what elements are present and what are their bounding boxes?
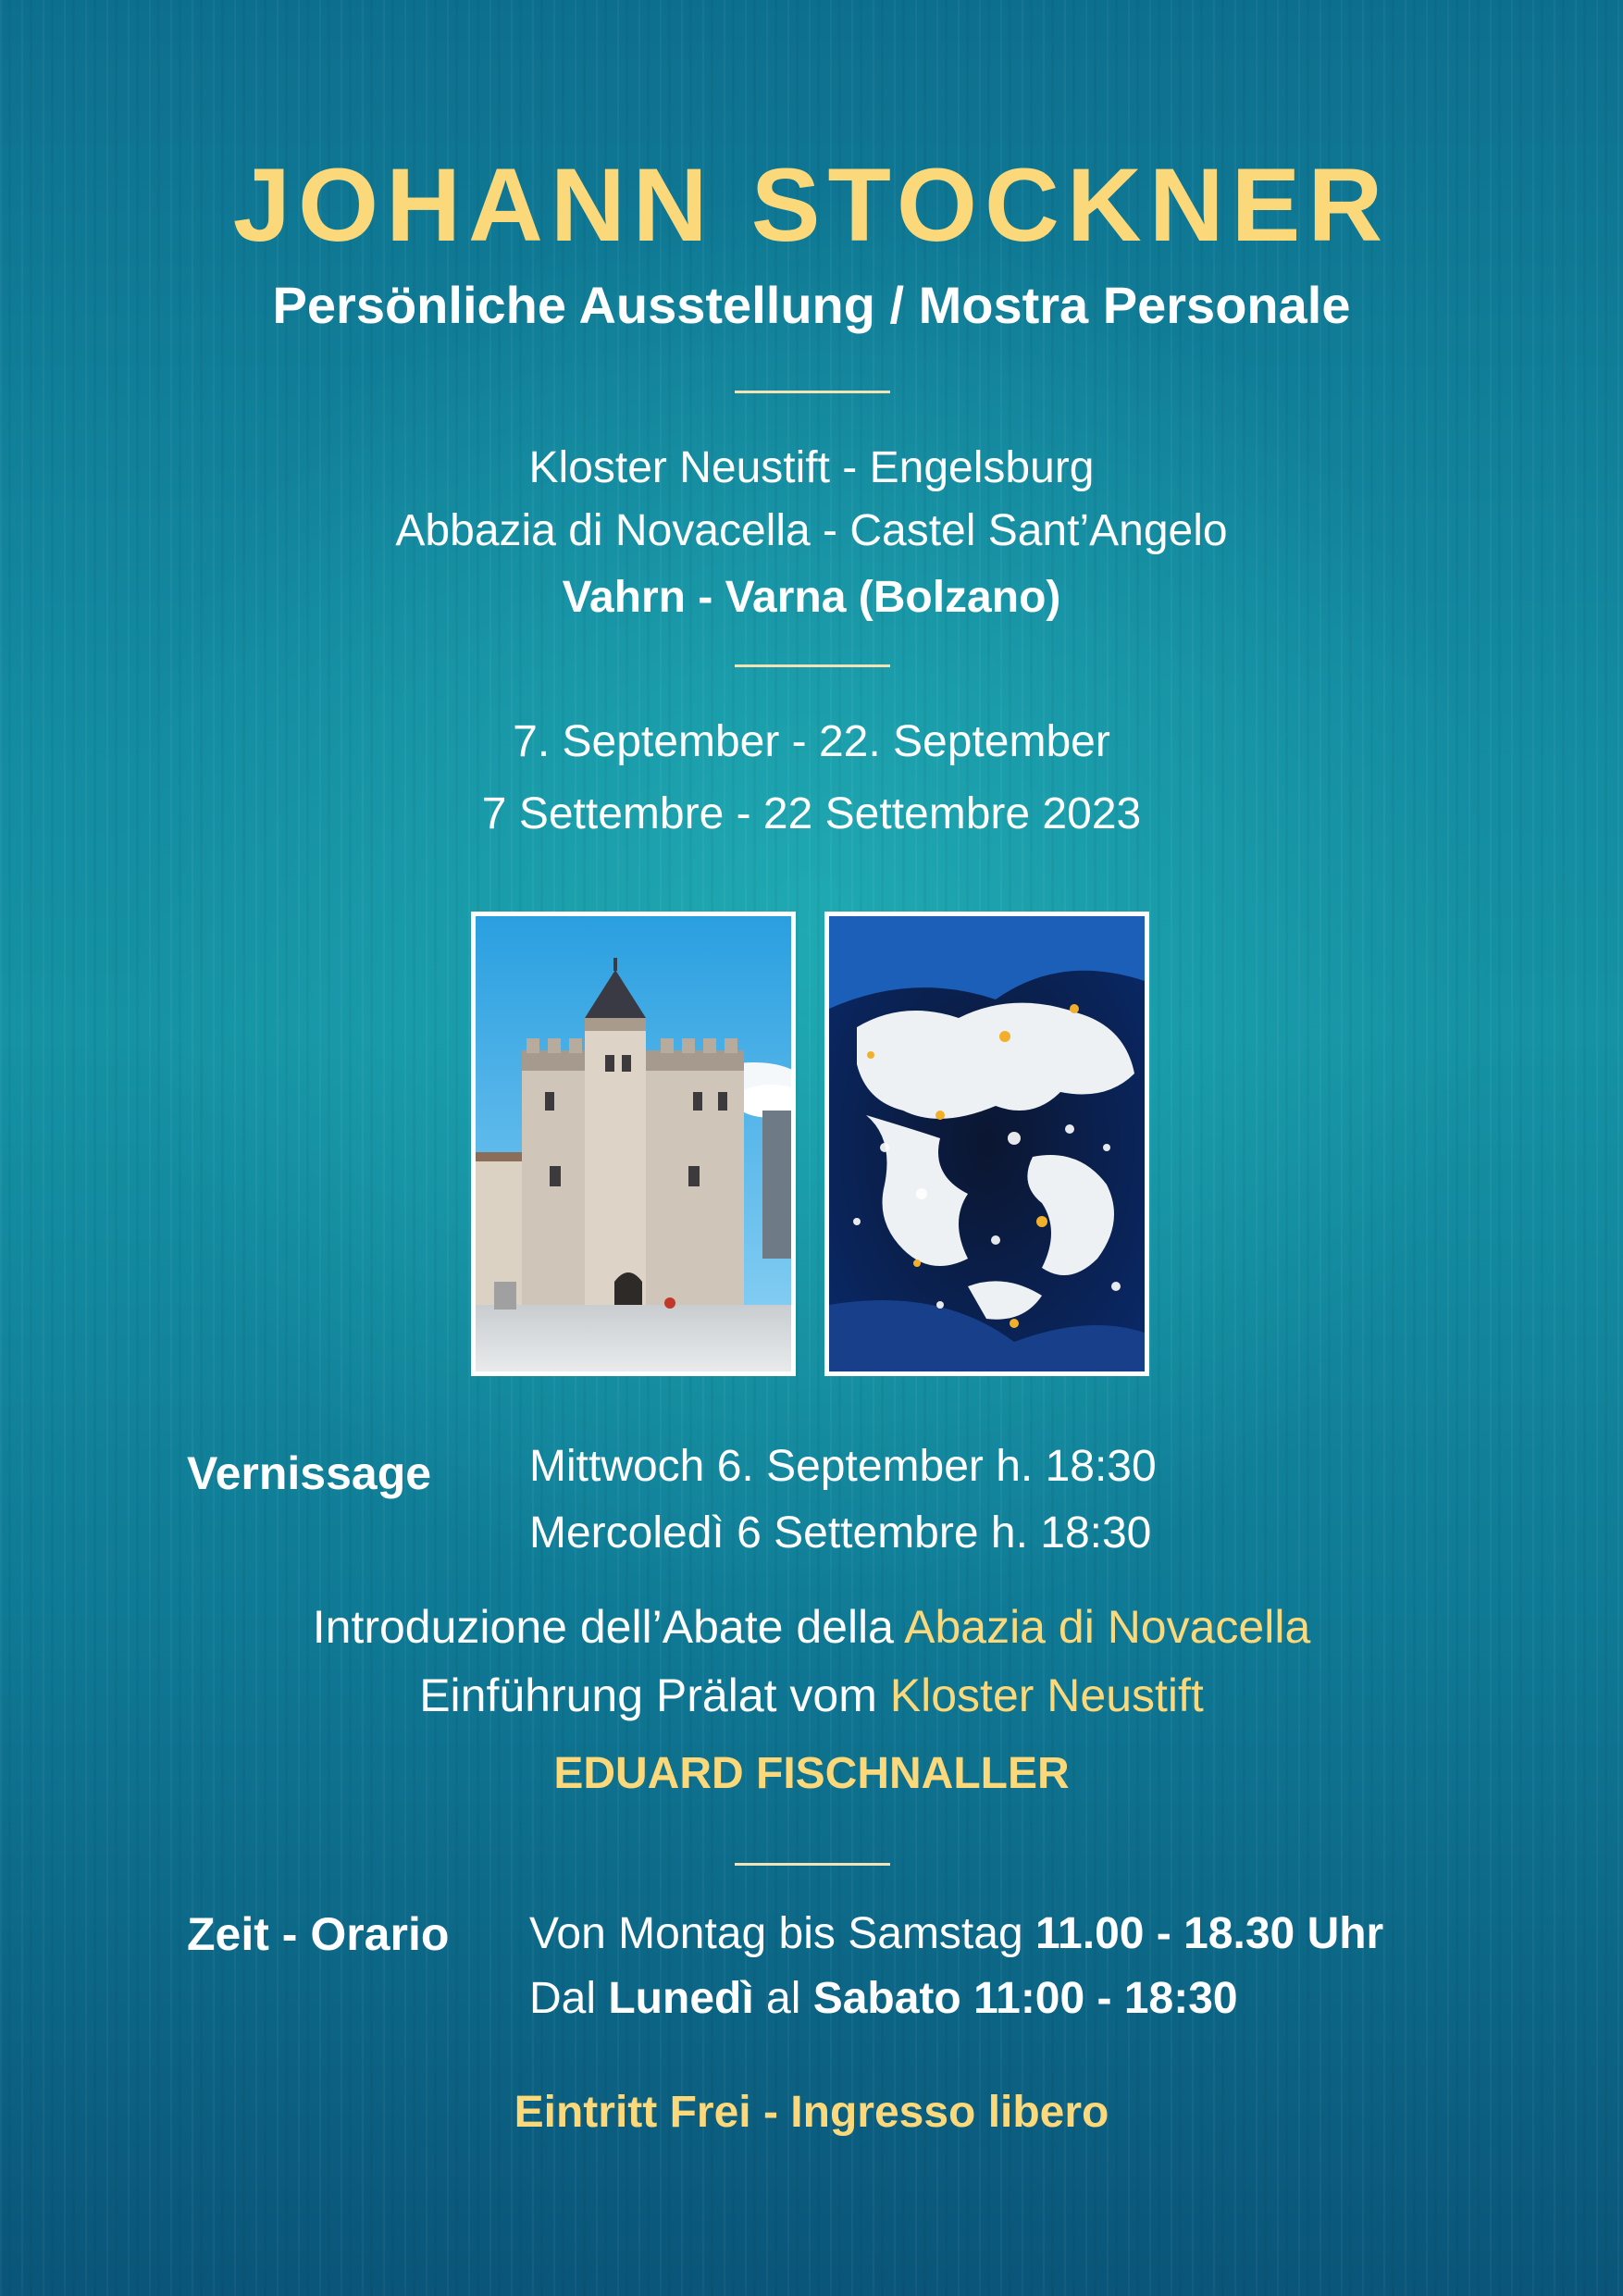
vernissage-label: Vernissage <box>187 1447 432 1499</box>
dates-italian: 7 Settembre - 22 Settembre 2023 <box>481 789 1142 838</box>
hours-label: Zeit - Orario <box>187 1908 450 1960</box>
exhibition-subtitle: Persönliche Ausstellung / Mostra Personale <box>272 276 1351 334</box>
castle-photo <box>471 912 796 1376</box>
introduction-german <box>0 1666 1623 1725</box>
hours-italian-monday: Lunedì <box>608 1974 754 2023</box>
hours-italian <box>529 1969 1238 2029</box>
abbot-name: EDUARD FISCHNALLER <box>553 1749 1070 1798</box>
castle-illustration <box>476 916 791 1371</box>
abbey-name-italian: Abazia di Novacella <box>904 1601 1311 1653</box>
abbey-name-german: Kloster Neustift <box>889 1669 1204 1721</box>
hours-german-text: Von Montag bis Samstag <box>529 1909 1035 1958</box>
hours-italian-dal: Dal <box>529 1974 609 2023</box>
divider-hours <box>735 1863 890 1866</box>
introduction-italian-text: Introduzione dell’Abate della <box>312 1601 905 1653</box>
abstract-artwork <box>824 912 1149 1376</box>
introduction-italian <box>0 1597 1623 1657</box>
divider-top <box>735 391 890 393</box>
venue-line-italian: Abbazia di Novacella - Castel Sant’Angelo <box>395 506 1228 555</box>
venue-location: Vahrn - Varna (Bolzano) <box>562 573 1061 622</box>
hours-german <box>529 1905 1383 1964</box>
hours-german-time: 11.00 - 18.30 Uhr <box>1035 1909 1384 1958</box>
dates-german: 7. September - 22. September <box>513 717 1110 766</box>
vernissage-date-german: Mittwoch 6. September h. 18:30 <box>529 1442 1157 1491</box>
divider-venue <box>735 664 890 667</box>
artwork-illustration <box>829 916 1145 1371</box>
admission-free: Eintritt Frei - Ingresso libero <box>514 2088 1109 2137</box>
hours-italian-al: al <box>753 1974 813 2023</box>
introduction-german-text: Einführung Prälat vom <box>419 1669 890 1721</box>
vernissage-date-italian: Mercoledì 6 Settembre h. 18:30 <box>529 1508 1152 1558</box>
artist-name-title: JOHANN STOCKNER <box>232 147 1391 263</box>
venue-line-german: Kloster Neustift - Engelsburg <box>528 443 1095 492</box>
hours-italian-saturday-time: Sabato 11:00 - 18:30 <box>812 1974 1238 2023</box>
